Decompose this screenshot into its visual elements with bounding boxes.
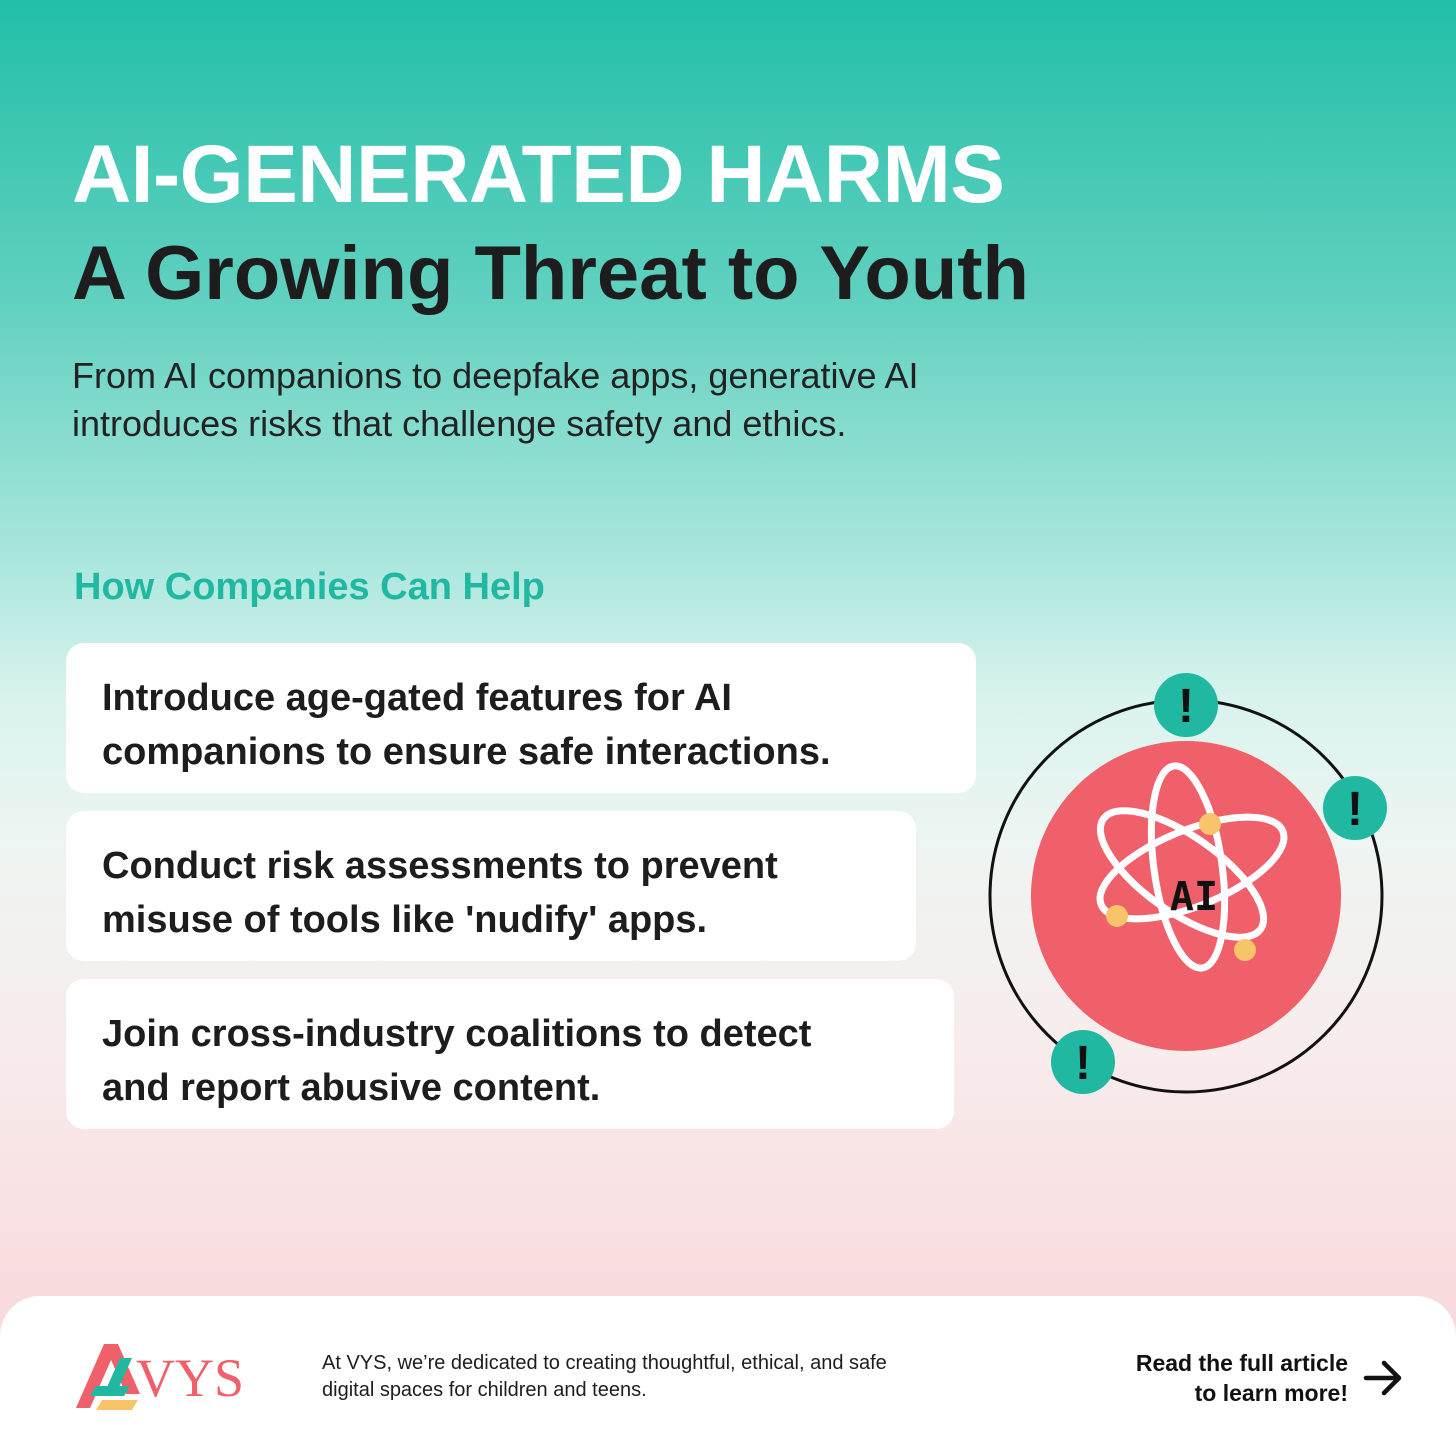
page-title: AI-GENERATED HARMS <box>72 129 1005 220</box>
tip-card-line: misuse of tools like 'nudify' apps. <box>102 899 708 941</box>
vys-logo <box>74 1338 254 1414</box>
footer-bar <box>0 1296 1456 1456</box>
alert-glyph: ! <box>1075 1037 1091 1090</box>
tip-card <box>66 979 954 1129</box>
tip-card-line: Introduce age-gated features for AI <box>102 677 732 719</box>
ai-center-label: AI <box>1169 874 1219 920</box>
alert-icon <box>1051 1030 1115 1094</box>
alert-icon <box>1323 776 1387 840</box>
tip-card-line: Join cross-industry coalitions to detect <box>102 1013 812 1055</box>
intro-text: From AI companions to deepfake apps, generative AI introduces risks that challenge safety and ethics. <box>72 355 919 444</box>
tip-card <box>66 811 916 961</box>
section-heading: How Companies Can Help <box>74 566 545 608</box>
arrow-right-icon[interactable] <box>1360 1355 1406 1401</box>
ai-orbit-illustration <box>980 670 1400 1110</box>
tip-card-line: Conduct risk assessments to prevent <box>102 845 778 887</box>
tip-card <box>66 643 976 793</box>
atom-electron <box>1106 905 1128 927</box>
alert-icon <box>1154 673 1218 737</box>
footer-tagline: At VYS, we’re dedicated to creating thoughtful, ethical, and safe digital spaces for children and teens. <box>322 1352 887 1401</box>
tip-card-line: companions to ensure safe interactions. <box>102 731 831 773</box>
atom-electron <box>1199 813 1221 835</box>
cta-text <box>1136 1348 1348 1408</box>
page-subtitle: A Growing Threat to Youth <box>72 231 1029 316</box>
read-article-link[interactable] <box>1136 1348 1406 1408</box>
atom-electron <box>1234 939 1256 961</box>
cta-line: Read the full article <box>1135 1350 1348 1376</box>
alert-glyph: ! <box>1347 783 1363 836</box>
tip-card-line: and report abusive content. <box>102 1067 601 1109</box>
logo-wordmark: VYS <box>136 1348 245 1408</box>
cta-line: to learn more! <box>1194 1380 1348 1406</box>
alert-glyph: ! <box>1178 680 1194 733</box>
